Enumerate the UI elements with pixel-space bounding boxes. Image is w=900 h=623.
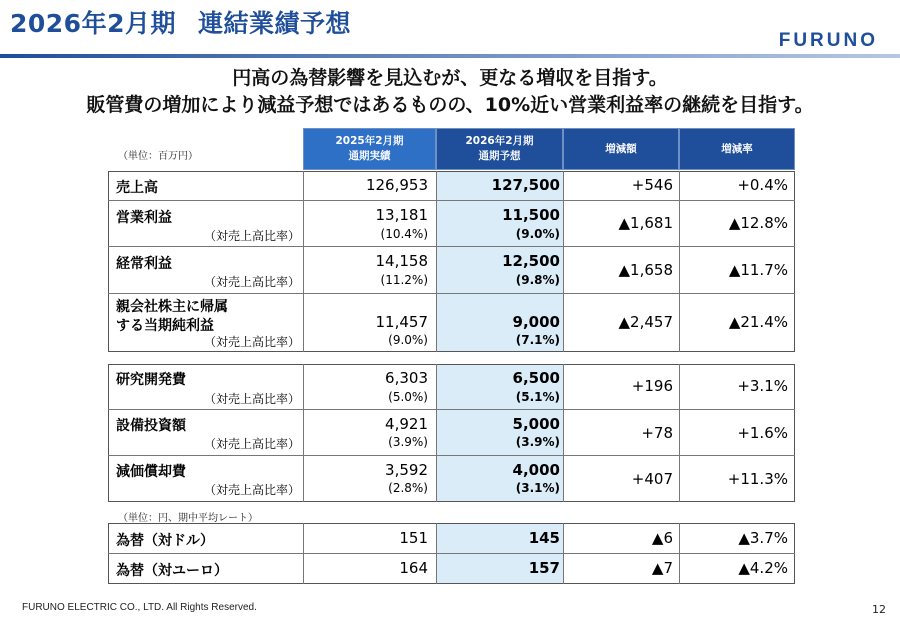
cell-op-income-actual: 13,181 [375,206,428,224]
cell-depreciation-forecast: 4,000 [512,461,560,479]
row-label-usd-rate: 為替（対ドル） [116,533,214,549]
page-number: 12 [872,603,886,616]
cell-depreciation-change-pct: +11.3% [727,470,788,488]
grid-line [436,364,437,502]
cell-ord-income-change: ▲1,658 [618,261,673,279]
row-sub-ratio: （対売上高比率） [204,437,301,451]
grid-line [563,364,564,502]
row-label-operating-income: 営業利益 [116,210,172,226]
cell-net-income-forecast-ratio: (7.1%) [515,333,560,347]
headline-line-2: 販管費の増加により減益予想ではあるものの、10%近い営業利益率の継続を目指す。 [86,94,814,116]
cell-ord-income-actual: 14,158 [375,252,428,270]
row-label-eur-rate: 為替（対ユーロ） [116,563,228,579]
row-sub-ratio: （対売上高比率） [204,275,301,289]
fx-unit-label: （単位：円、期中平均レート） [118,513,258,524]
cell-op-income-forecast-ratio: (9.0%) [515,227,560,241]
grid-line [563,171,564,352]
cell-capex-actual-ratio: (3.9%) [388,435,428,449]
cell-capex-forecast: 5,000 [512,415,560,433]
cell-usd-change: ▲6 [651,529,673,547]
grid-line [436,171,437,352]
cell-depreciation-change: +407 [631,470,673,488]
title-divider [0,54,900,58]
furuno-logo: FURUNO [778,30,878,51]
cell-usd-change-pct: ▲3.7% [738,529,788,547]
row-sub-ratio: （対売上高比率） [204,229,301,243]
row-sub-ratio: （対売上高比率） [204,392,301,406]
cell-rnd-forecast-ratio: (5.1%) [515,390,560,404]
cell-depreciation-actual-ratio: (2.8%) [388,481,428,495]
grid-line [679,364,680,502]
cell-rnd-change-pct: +3.1% [737,377,788,395]
cell-net-income-change: ▲2,457 [618,313,673,331]
cell-op-income-change: ▲1,681 [618,214,673,232]
cell-sales-change: +546 [631,176,673,194]
cell-ord-income-change-pct: ▲11.7% [728,261,788,279]
cell-op-income-change-pct: ▲12.8% [728,214,788,232]
cell-net-income-actual: 11,457 [375,313,428,331]
column-header-forecast: 2026年2月期 通期予想 [436,128,563,170]
cell-capex-actual: 4,921 [385,415,428,433]
cell-rnd-forecast: 6,500 [512,369,560,387]
cell-ord-income-actual-ratio: (11.2%) [380,273,428,287]
row-label-depreciation: 減価償却費 [116,464,186,480]
cell-capex-forecast-ratio: (3.9%) [515,435,560,449]
cell-capex-change-pct: +1.6% [737,424,788,442]
cell-net-income-change-pct: ▲21.4% [728,313,788,331]
row-label-capex: 設備投資額 [116,418,186,434]
cell-sales-forecast: 127,500 [491,176,560,194]
cell-depreciation-actual: 3,592 [385,461,428,479]
cell-eur-change-pct: ▲4.2% [738,559,788,577]
cell-capex-change: +78 [641,424,673,442]
cell-net-income-actual-ratio: (9.0%) [388,333,428,347]
cell-net-income-forecast: 9,000 [512,313,560,331]
cell-sales-change-pct: +0.4% [737,176,788,194]
row-sub-ratio: （対売上高比率） [204,335,301,349]
grid-line [108,409,795,410]
column-header-change: 増減額 [563,128,679,170]
headline-line-1: 円高の為替影響を見込むが、更なる増収を目指す。 [232,67,668,89]
cell-sales-actual: 126,953 [365,176,428,194]
cell-eur-actual: 164 [399,559,428,577]
cell-op-income-actual-ratio: (10.4%) [380,227,428,241]
cell-usd-forecast: 145 [528,529,560,547]
column-header-actual: 2025年2月期 通期実績 [303,128,436,170]
cell-eur-change: ▲7 [651,559,673,577]
cell-ord-income-forecast-ratio: (9.8%) [515,273,560,287]
row-label-net-income-line2: する当期純利益 [116,318,214,334]
unit-label: （単位：百万円） [118,151,198,162]
grid-line [108,553,795,554]
grid-line [303,171,304,352]
row-label-sales: 売上高 [116,180,158,196]
row-label-net-income-line1: 親会社株主に帰属 [116,299,228,315]
cell-op-income-forecast: 11,500 [502,206,560,224]
row-sub-ratio: （対売上高比率） [204,483,301,497]
cell-depreciation-forecast-ratio: (3.1%) [515,481,560,495]
grid-line [108,293,795,294]
grid-line [108,246,795,247]
grid-line [303,364,304,502]
page-title: 2026年2月期 連結業績予想 [10,9,351,38]
row-label-ordinary-income: 経常利益 [116,256,172,272]
grid-line [108,200,795,201]
copyright-footer: FURUNO ELECTRIC CO., LTD. All Rights Reserved. [22,602,257,613]
cell-ord-income-forecast: 12,500 [502,252,560,270]
grid-line [679,171,680,352]
row-label-rnd: 研究開発費 [116,372,186,388]
column-header-change-pct: 増減率 [679,128,795,170]
cell-rnd-change: +196 [631,377,673,395]
grid-line [108,455,795,456]
cell-usd-actual: 151 [399,529,428,547]
cell-rnd-actual: 6,303 [385,369,428,387]
cell-eur-forecast: 157 [528,559,560,577]
cell-rnd-actual-ratio: (5.0%) [388,390,428,404]
